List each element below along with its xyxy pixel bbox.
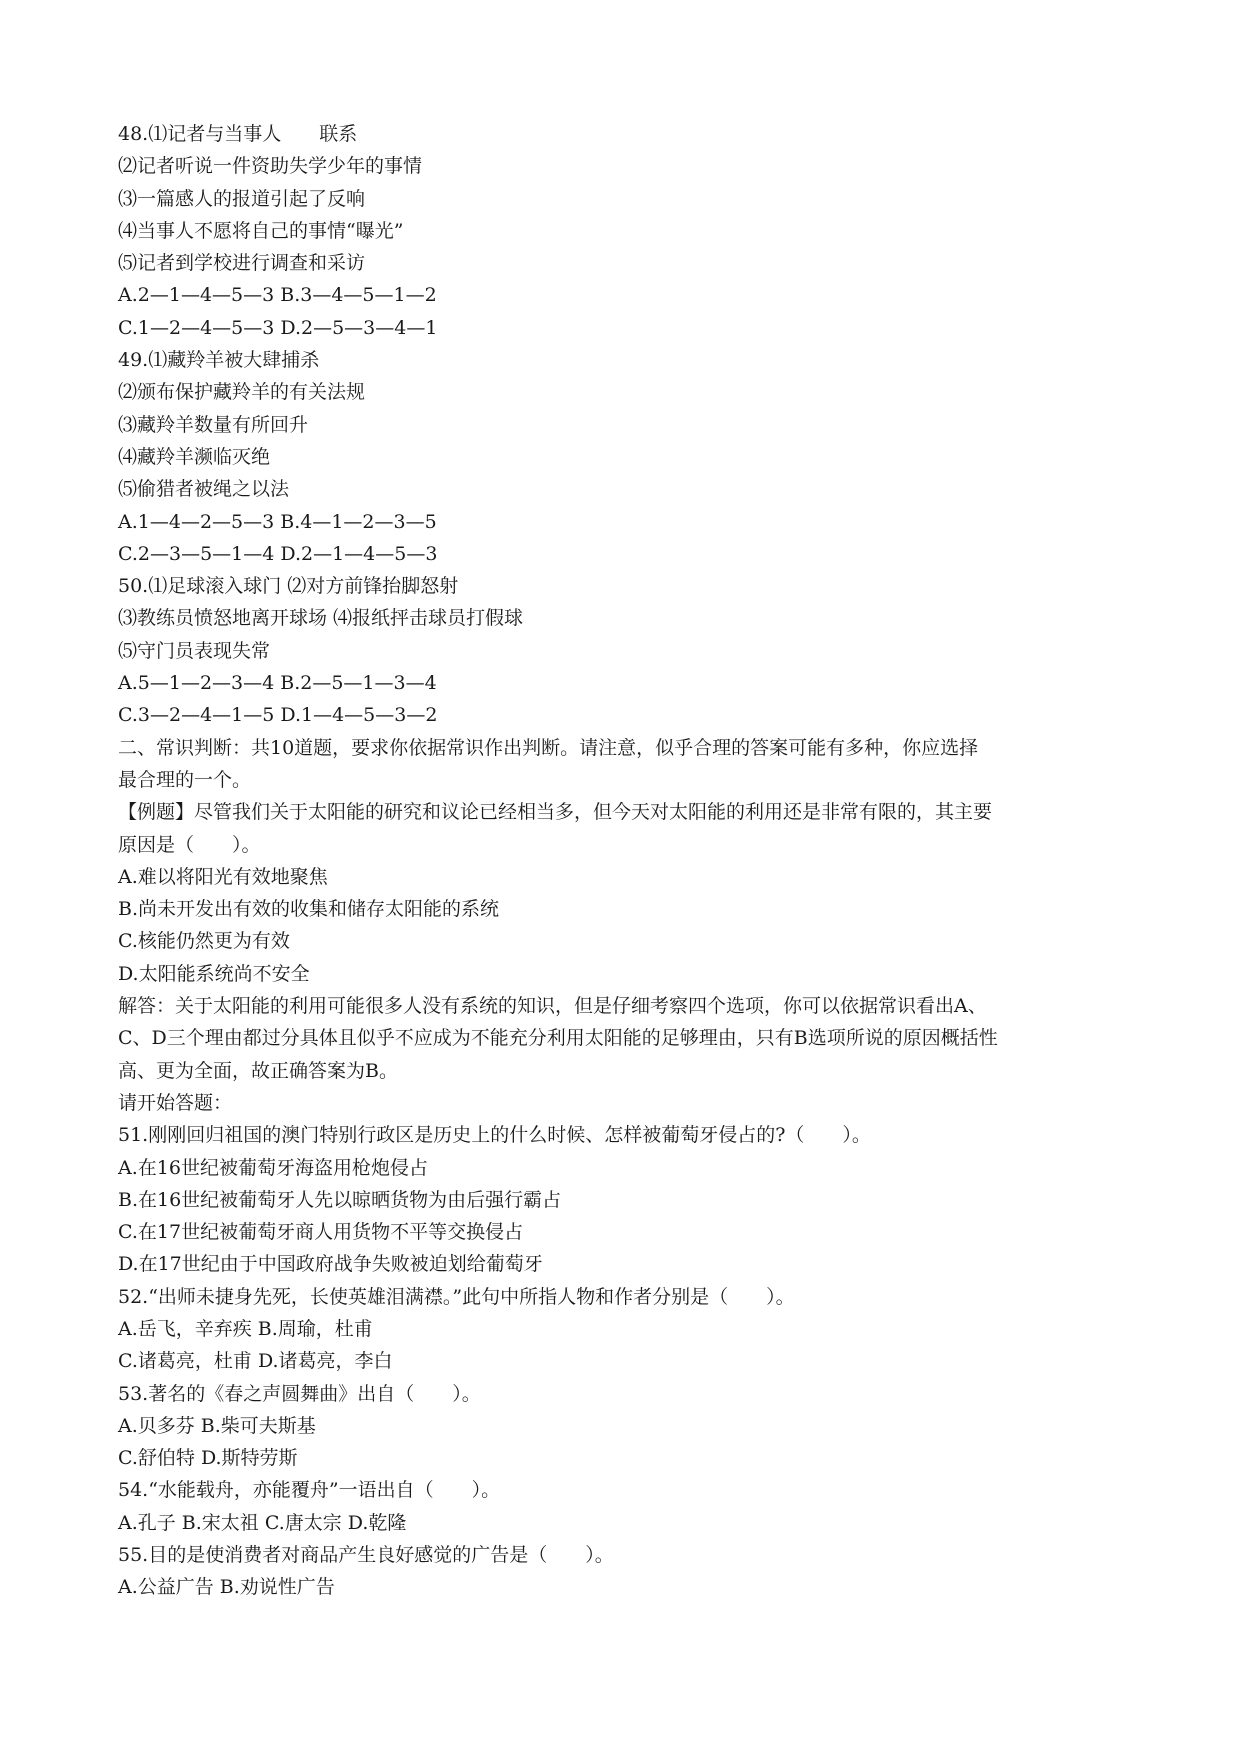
q55-options-ab: A.公益广告 B.劝说性广告: [118, 1576, 335, 1599]
q54-stem: 54.“水能载舟，亦能覆舟”一语出自（ ）。: [118, 1479, 501, 1502]
q49-options-ab: A.1—4—2—5—3 B.4—1—2—3—5: [118, 510, 437, 533]
document-body: [118, 118, 1128, 1604]
q49-stem: 49.⑴藏羚羊被大肆捕杀: [118, 349, 320, 372]
q53-options-ab: A.贝多芬 B.柴可夫斯基: [118, 1414, 316, 1437]
q52-options-ab: A.岳飞，辛弃疾 B.周瑜，杜甫: [118, 1317, 373, 1340]
section-heading-cont: 最合理的一个。: [118, 768, 252, 791]
q50-options-cd: C.3—2—4—1—5 D.1—4—5—3—2: [118, 704, 438, 727]
q54-options: A.孔子 B.宋太祖 C.唐太宗 D.乾隆: [118, 1511, 407, 1534]
q55-stem: 55.目的是使消费者对商品产生良好感觉的广告是（ ）。: [118, 1544, 614, 1567]
start-prompt: 请开始答题：: [118, 1091, 233, 1114]
example-option-b: B.尚未开发出有效的收集和储存太阳能的系统: [118, 898, 500, 921]
section-heading: 二、常识判断：共10道题，要求你依据常识作出判断。请注意，似乎合理的答案可能有多种，你应选择: [118, 736, 979, 759]
example-option-a: A.难以将阳光有效地聚焦: [118, 865, 328, 888]
q48-stem: 48.⑴记者与当事人 联系: [118, 123, 358, 145]
q50-stem: 50.⑴足球滚入球门 ⑵对方前锋抬脚怒射: [118, 575, 459, 598]
q50-items-3-4: ⑶教练员愤怒地离开球场 ⑷报纸抨击球员打假球: [118, 607, 524, 630]
q49-options-cd: C.2—3—5—1—4 D.2—1—4—5—3: [118, 542, 438, 565]
q48-item-2: ⑵记者听说一件资助失学少年的事情: [118, 155, 423, 178]
example-answer-cont-1: C、D三个理由都过分具体且似乎不应成为不能充分利用太阳能的足够理由，只有B选项所说的原因概括性: [118, 1027, 998, 1050]
q51-option-a: A.在16世纪被葡萄牙海盗用枪炮侵占: [118, 1156, 428, 1179]
q51-option-d: D.在17世纪由于中国政府战争失败被迫划给葡萄牙: [118, 1253, 543, 1276]
q48-options-cd: C.1—2—4—5—3 D.2—5—3—4—1: [118, 316, 438, 339]
q52-stem: 52.“出师未捷身先死，长使英雄泪满襟。”此句中所指人物和作者分别是（ ）。: [118, 1285, 795, 1308]
example-stem: 【例题】尽管我们关于太阳能的研究和议论已经相当多，但今天对太阳能的利用还是非常有限的，其主要: [118, 801, 993, 824]
q48-options-ab: A.2—1—4—5—3 B.3—4—5—1—2: [118, 284, 437, 307]
example-stem-cont: 原因是（ ）。: [118, 833, 261, 856]
q49-item-2: ⑵颁布保护藏羚羊的有关法规: [118, 381, 366, 404]
q48-item-3: ⑶一篇感人的报道引起了反响: [118, 187, 366, 210]
q49-item-4: ⑷藏羚羊濒临灭绝: [118, 445, 271, 468]
q50-item-5: ⑸守门员表现失常: [118, 639, 271, 662]
q50-options-ab: A.5—1—2—3—4 B.2—5—1—3—4: [118, 672, 437, 695]
q51-option-c: C.在17世纪被葡萄牙商人用货物不平等交换侵占: [118, 1221, 524, 1244]
q53-options-cd: C.舒伯特 D.斯特劳斯: [118, 1447, 298, 1470]
q53-stem: 53.著名的《春之声圆舞曲》出自（ ）。: [118, 1382, 481, 1405]
q48-item-4: ⑷当事人不愿将自己的事情“曝光”: [118, 219, 404, 242]
q52-options-cd: C.诸葛亮，杜甫 D.诸葛亮，李白: [118, 1350, 393, 1373]
q49-item-5: ⑸偷猎者被绳之以法: [118, 478, 290, 501]
example-answer: 解答：关于太阳能的利用可能很多人没有系统的知识，但是仔细考察四个选项，你可以依据常识看出A、: [118, 995, 987, 1018]
q48-item-5: ⑸记者到学校进行调查和采访: [118, 252, 366, 275]
q51-stem: 51.刚刚回归祖国的澳门特别行政区是历史上的什么时候、怎样被葡萄牙侵占的?（ ）。: [118, 1124, 871, 1147]
q49-item-3: ⑶藏羚羊数量有所回升: [118, 413, 309, 436]
example-option-d: D.太阳能系统尚不安全: [118, 962, 310, 985]
example-answer-cont-2: 高、更为全面，故正确答案为B。: [118, 1059, 398, 1082]
example-option-c: C.核能仍然更为有效: [118, 930, 290, 953]
q51-option-b: B.在16世纪被葡萄牙人先以晾晒货物为由后强行霸占: [118, 1188, 562, 1211]
